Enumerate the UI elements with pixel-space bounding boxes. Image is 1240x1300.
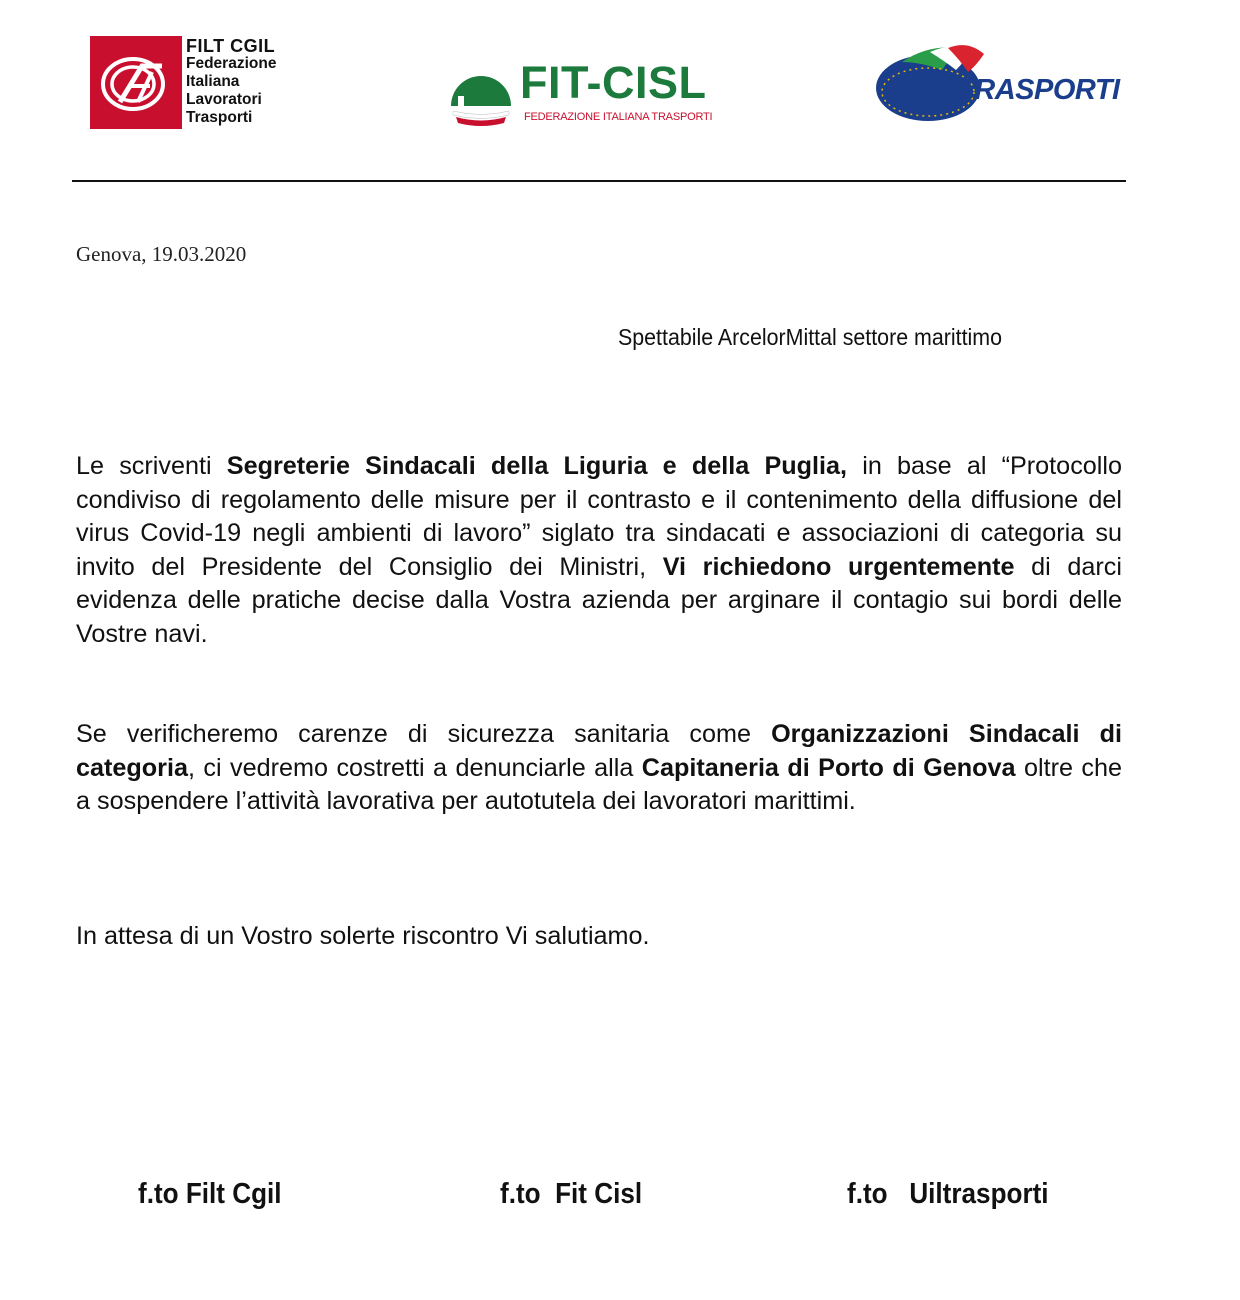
filt-cgil-logo [90, 36, 290, 132]
paragraph-bold-text: Vi richiedono urgentemente [662, 552, 1015, 581]
paragraph-warning [76, 718, 1122, 819]
signature-fit-cisl: f.to Fit Cisl [500, 1178, 643, 1210]
header-divider [72, 180, 1126, 182]
letter-date: Genova, 19.03.2020 [76, 242, 247, 266]
letter-recipient: Spettabile ArcelorMittal settore marittimo [618, 324, 1002, 350]
paragraph-text: Se verificheremo carenze di sicurezza sanitaria come [76, 720, 772, 748]
uiltrasporti-title: UILTRASPORTI [914, 74, 1120, 106]
filt-cgil-wordmark [186, 37, 276, 127]
fit-cisl-title: FIT-CISL [520, 57, 707, 108]
paragraph-text: in base al “Protocollo condiviso di regolamento delle misure per il contrasto e il contenimento della diffusione del virus Covid-19 negli ambienti di lavoro” siglato tra sindacati e associazioni di categoria su invito del Presidente del Consiglio dei Ministri, [76, 452, 1122, 581]
fit-cisl-subtitle: FEDERAZIONE ITALIANA TRASPORTI [524, 111, 713, 123]
paragraph-bold-text: Segreterie Sindacali della Liguria e della Puglia, [226, 452, 848, 480]
uiltrasporti-logo [872, 40, 1124, 124]
paragraph-bold-text: Organizzazioni Sindacali di categoria [76, 720, 1122, 782]
filt-cgil-line: Federazione [186, 55, 277, 72]
paragraph-text: di darci evidenza delle pratiche decise dalla Vostra azienda per arginare il contagio sui bordi delle Vostre navi. [76, 552, 1122, 648]
signature-filt-cgil: f.to Filt Cgil [138, 1178, 282, 1210]
paragraph-request [76, 450, 1122, 651]
signature-uiltrasporti: f.to Uiltrasporti [847, 1178, 1049, 1210]
fit-cisl-logo [448, 56, 713, 130]
filt-cgil-emblem-icon [90, 36, 182, 129]
fit-cisl-dome-icon [448, 56, 514, 128]
filt-cgil-line: Italiana [186, 73, 240, 90]
paragraph-text: , ci vedremo costretti a denunciarle alla [188, 753, 642, 782]
paragraph-text: oltre che a sospendere l’attività lavorativa per autotutela dei lavoratori marittimi. [76, 753, 1122, 815]
filt-cgil-line: Trasporti [186, 109, 253, 126]
paragraph-text: Le scriventi [76, 452, 227, 480]
filt-cgil-line: Lavoratori [186, 91, 262, 108]
paragraph-bold-text: Capitaneria di Porto di Genova [641, 753, 1016, 782]
paragraph-closing: In attesa di un Vostro solerte riscontro Vi salutiamo. [76, 922, 650, 950]
filt-cgil-title: FILT CGIL [186, 36, 276, 56]
